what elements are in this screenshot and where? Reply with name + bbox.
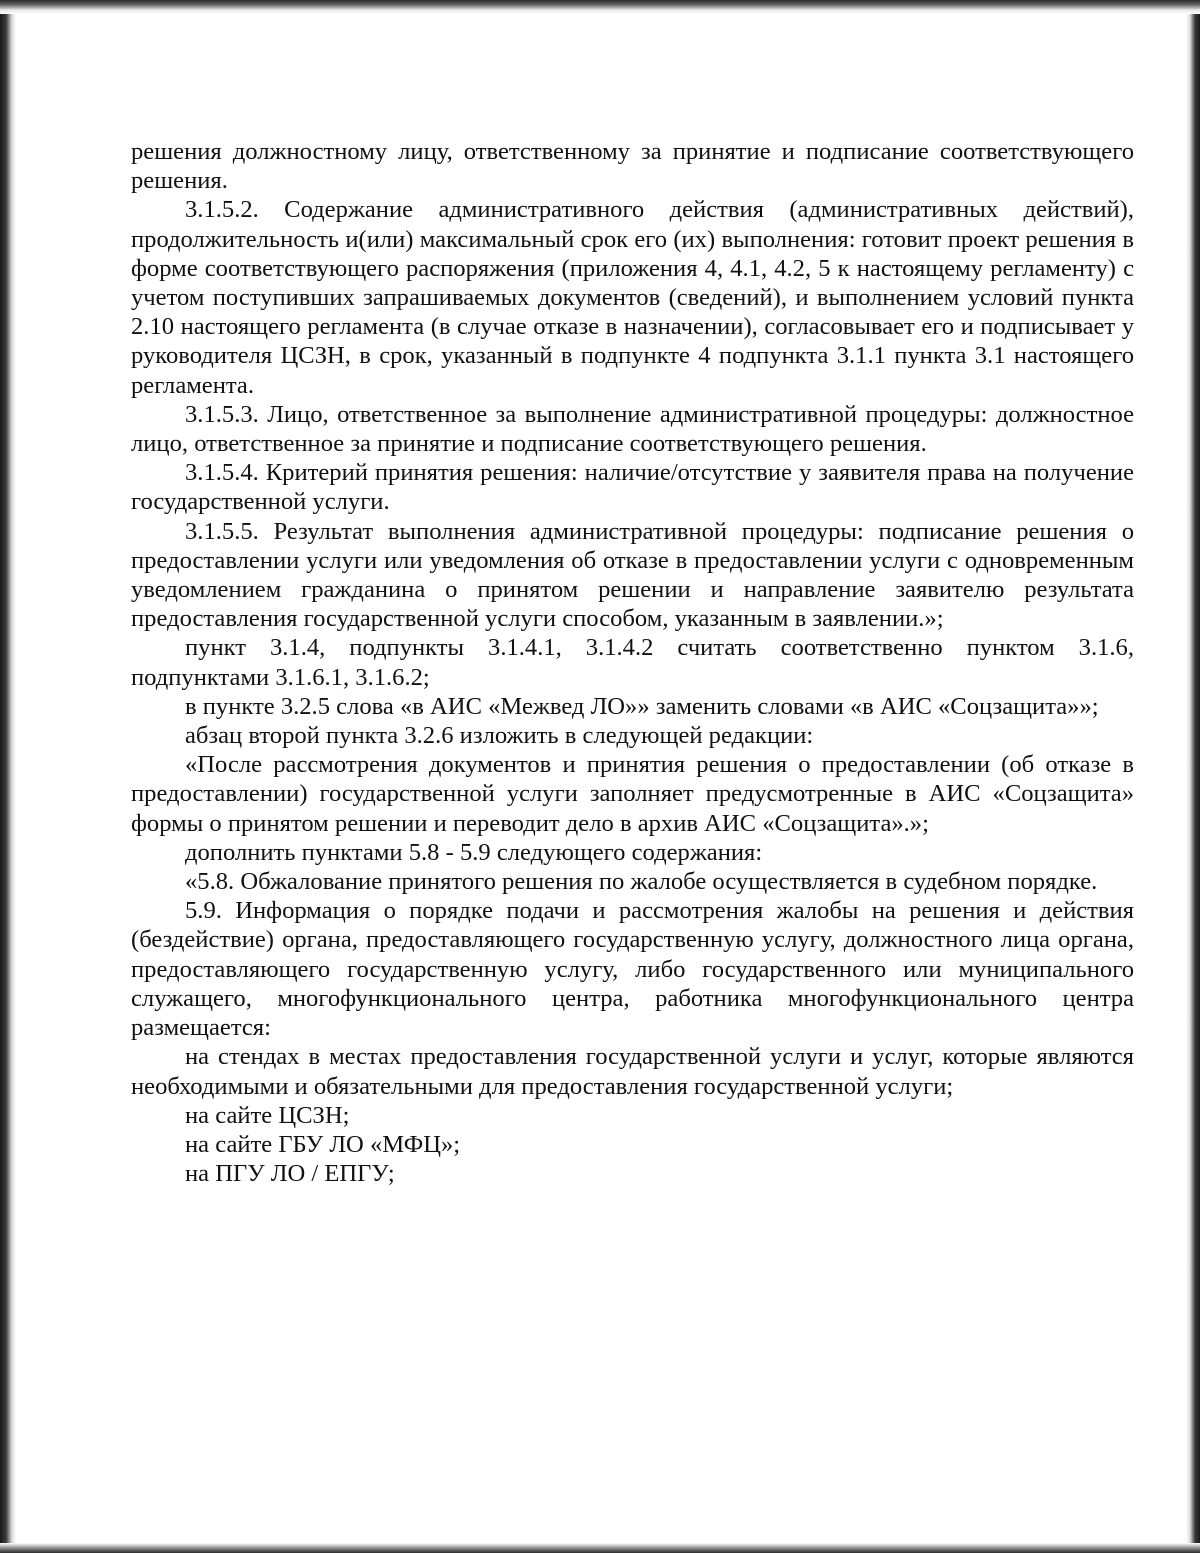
document-body: [131, 137, 1134, 1188]
paragraph-5-9: 5.9. Информация о порядке подачи и рассмотрения жалобы на решения и действия (бездействие) органа, предоставляющего государственную услугу, должностного лица органа, предоставляющего государственную услугу, либо государственного или муниципального служащего, многофункционального центра, работника многофункционального центра размещается:: [131, 897, 1134, 1042]
list-item-mfc-site: на сайте ГБУ ЛО «МФЦ»;: [185, 1130, 461, 1158]
scan-edge-bottom: [0, 1543, 1200, 1553]
paragraph-3-2-5: в пункте 3.2.5 слова «в АИС «Межвед ЛО»» заменить словами «в АИС «Соцзащита»»;: [185, 692, 1099, 720]
paragraph-3-1-5-5: 3.1.5.5. Результат выполнения административной процедуры: подписание решения о предоставлении услуги или уведомления об отказе в предоставлении услуги с одновременным уведомлением гражданина о принятом решении и направление заявителю результата предоставления государственной услуги способом, указанным в заявлении.»;: [131, 517, 1134, 633]
scan-edge-right: [1186, 0, 1200, 1553]
paragraph-5-8-5-9-intro: дополнить пунктами 5.8 - 5.9 следующего содержания:: [185, 838, 763, 866]
list-item-stands: на стендах в местах предоставления государственной услуги и услуг, которые являются необходимыми и обязательными для предоставления государственной услуги;: [131, 1043, 1134, 1100]
paragraph-3-1-5-2: 3.1.5.2. Содержание административного действия (административных действий), продолжительность и(или) максимальный срок его (их) выполнения: готовит проект решения в форме соответствующего распоряжения (приложения 4, 4.1, 4.2, 5 к настоящему регламенту) с учетом поступивших запрашиваемых документов (сведений), и выполнением условий пункта 2.10 настоящего регламента (в случае отказе в назначении), согласовывает его и подписывает у руководителя ЦСЗН, в срок, указанный в подпункте 4 подпункта 3.1.1 пункта 3.1 настоящего регламента.: [131, 196, 1134, 399]
paragraph-3-1-5-3: 3.1.5.3. Лицо, ответственное за выполнение административной процедуры: должностное лицо, ответственное за принятие и подписание соответствующего решения.: [131, 400, 1134, 458]
paragraph-continuation: решения должностному лицу, ответственному за принятие и подписание соответствующего решения.: [131, 138, 1134, 195]
paragraph-3-2-6-text: «После рассмотрения документов и принятия решения о предоставлении (об отказе в предоставлении) государственной услуги заполняет предусмотренные в АИС «Соцзащита» формы о принятом решении и переводит дело в архив АИС «Соцзащита».»;: [131, 751, 1134, 837]
scan-edge-top: [0, 0, 1200, 14]
paragraph-3-1-5-4: 3.1.5.4. Критерий принятия решения: наличие/отсутствие у заявителя права на получение государственной услуги.: [131, 459, 1134, 516]
paragraph-renumber-3-1-4: пункт 3.1.4, подпункты 3.1.4.1, 3.1.4.2 считать соответственно пунктом 3.1.6, подпунктами 3.1.6.1, 3.1.6.2;: [131, 634, 1134, 691]
scan-edge-left: [0, 0, 16, 1553]
paragraph-3-2-6-intro: абзац второй пункта 3.2.6 изложить в следующей редакции:: [185, 722, 814, 750]
paragraph-5-8: «5.8. Обжалование принятого решения по жалобе осуществляется в судебном порядке.: [185, 868, 1098, 896]
list-item-pgu: на ПГУ ЛО / ЕПГУ;: [185, 1160, 395, 1188]
list-item-cszn-site: на сайте ЦСЗН;: [185, 1101, 350, 1129]
